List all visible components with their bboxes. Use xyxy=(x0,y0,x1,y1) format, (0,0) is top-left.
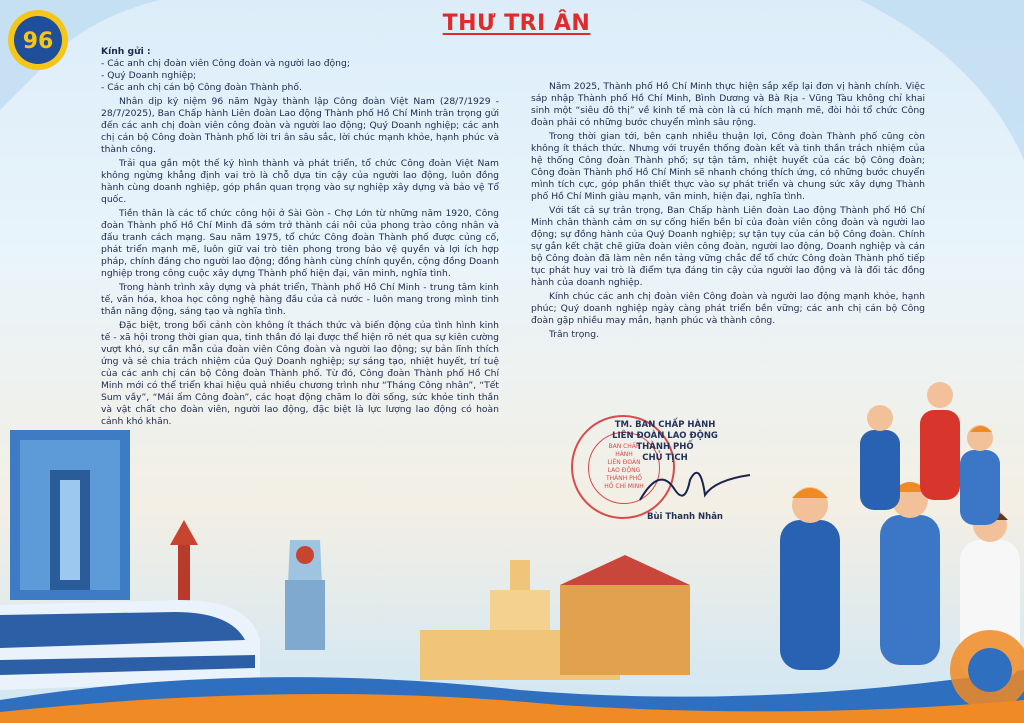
recipient-item: - Các anh chị đoàn viên Công đoàn và người lao động; xyxy=(101,58,350,69)
left-column xyxy=(101,46,499,428)
right-column xyxy=(531,79,925,341)
recipient-item: - Các anh chị cán bộ Công đoàn Thành phố. xyxy=(101,82,302,93)
signer-name: Bùi Thanh Nhân xyxy=(646,512,723,522)
paragraph: Trải qua gần một thế kỷ hình thành và phát triển, tổ chức Công đoàn Việt Nam không ngừng khẳng định vai trò là chỗ dựa tin cậy của người lao động, luôn đồng hành cùng doanh nghiệp, góp phần quan trọng vào sự nghiệp xây dựng và bảo vệ Tổ quốc. xyxy=(101,158,499,205)
handwritten-signature xyxy=(630,460,760,510)
letter-title: THƯ TRI ÂN xyxy=(442,11,591,36)
paragraph: Năm 2025, Thành phố Hồ Chí Minh thực hiện sắp xếp lại đơn vị hành chính. Việc sáp nhập Thành phố Hồ Chí Minh, Bình Dương và Bà Rịa - Vũng Tàu không chỉ khai sinh một “siêu đô thị” về kinh tế mà còn là cú hích mạnh mẽ, đòi hỏi tổ chức Công đoàn phải có những bước chuyển mình sâu rộng. xyxy=(531,81,925,128)
greeting: Kính gửi : xyxy=(101,46,151,57)
closing: Trân trọng. xyxy=(549,329,599,340)
paragraph: Đặc biệt, trong bối cảnh còn không ít thách thức và biến động của tình hình kinh tế - xã hội trong thời gian qua, tinh thần đó lại được thể hiện rõ nét qua sự kiên cường vượt khó, sự cần mẫn của đoàn viên Công đoàn và người lao động; sự bản lĩnh thích ứng và sẻ chia trách nhiệm của Quý Doanh nghiệp; sự sáng tạo, nhiệt huyết, trí tuệ của các anh chị cán bộ Công đoàn Thành phố. Từ đó, Công đoàn Thành phố Hồ Chí Minh mới có thể triển khai hiệu quả nhiều chương trình như “Tháng Công nhân”, “Tết Sum vầy”, “Mái ấm Công đoàn”, các hoạt động chăm lo đời sống, sức khỏe tinh thần và vật chất cho đoàn viên, người lao động, đặc biệt là lực lượng lao động có hoàn cảnh khó khăn. xyxy=(101,320,499,427)
signature-line: CHỦ TỊCH xyxy=(642,453,688,463)
paragraph: Kính chúc các anh chị đoàn viên Công đoàn và người lao động mạnh khỏe, hạnh phúc; Quý doanh nghiệp ngày càng phát triển bền vững; các anh chị cán bộ Công đoàn gặp nhiều may mắn, hạnh phúc và thành công. xyxy=(531,291,925,326)
paragraph: Nhân dịp kỷ niệm 96 năm Ngày thành lập Công đoàn Việt Nam (28/7/1929 - 28/7/2025), Ban Chấp hành Liên đoàn Lao động Thành phố Hồ Chí Minh trân trọng gửi đến các anh chị đoàn viên công đoàn và người lao động; Quý Doanh nghiệp; các anh chị cán bộ Công đoàn Thành phố lời tri ân sâu sắc, lời chúc mạnh khỏe, hạnh phúc và thành công. xyxy=(101,96,499,155)
signature-line: TM. BAN CHẤP HÀNH xyxy=(614,420,716,430)
signature-block xyxy=(600,420,730,464)
skyscraper-illustration xyxy=(285,540,325,650)
stamp-text: BAN CHẤP HÀNH LIÊN ĐOÀN LAO ĐỘNG THÀNH PHỐ HỒ CHÍ MINH xyxy=(604,443,644,490)
paragraph: Với tất cả sự trân trọng, Ban Chấp hành Liên đoàn Lao động Thành phố Hồ Chí Minh chân thành cảm ơn sự cống hiến bền bỉ của đoàn viên công đoàn và người lao động; sự đồng hành của Quý Doanh nghiệp; sự tận tụy của cán bộ Công đoàn. Chính sự gắn kết chặt chẽ giữa đoàn viên công đoàn, người lao động, Doanh nghiệp và cán bộ Công đoàn đã làm nên nền tảng vững chắc để tổ chức Công đoàn Thành phố tiếp tục phát huy vai trò là điểm tựa đáng tin cậy của người lao động và là đối tác đồng hành của doanh nghiệp. xyxy=(531,205,925,288)
workers-illustration xyxy=(780,382,1024,710)
city-hall-illustration xyxy=(420,555,690,680)
recipient-item: - Quý Doanh nghiệp; xyxy=(101,70,197,81)
svg-text:96: 96 xyxy=(22,29,54,54)
paragraph: Tiền thân là các tổ chức công hội ở Sài Gòn - Chợ Lớn từ những năm 1920, Công đoàn Thành phố Hồ Chí Minh đã sớm trở thành cái nôi của phong trào công nhân và đấu tranh cách mạng. Sau năm 1975, tổ chức Công đoàn Thành phố được củng cố, phát triển mạnh mẽ, luôn giữ vai trò tiên phong trong bảo vệ quyền và lợi ích hợp pháp, chính đáng cho người lao động; đồng hành cùng chính quyền, cộng đồng Doanh nghiệp trong công cuộc xây dựng Thành phố hiện đại, văn minh, nghĩa tình. xyxy=(101,208,499,279)
landmark-tower-illustration xyxy=(170,520,198,610)
signature-line: LIÊN ĐOÀN LAO ĐỘNG THÀNH PHỐ xyxy=(612,431,718,452)
paragraph: Trong hành trình xây dựng và phát triển, Thành phố Hồ Chí Minh - trung tâm kinh tế, văn hóa, khoa học công nghệ hàng đầu của cả nước - luôn mang trong mình tinh thần năng động, sáng tạo và nghĩa tình. xyxy=(101,282,499,317)
metro-train-illustration xyxy=(0,600,260,690)
office-tower-illustration xyxy=(10,430,130,600)
paragraph: Trong thời gian tới, bên cạnh nhiều thuận lợi, Công đoàn Thành phố cũng còn không ít thách thức. Nhưng với truyền thống đoàn kết và tinh thần trách nhiệm của hệ thống Công đoàn Thành phố; sự tận tâm, nhiệt huyết của các bộ Công đoàn; Công đoàn Thành phố Hồ Chí Minh sẽ nhanh chóng thích ứng, có những bước chuyển mình tích cực, góp phần thiết thực vào sự phát triển và chung sức xây dựng Thành phố Hồ Chí Minh giàu mạnh, văn minh, hiện đại, nghĩa tình. xyxy=(531,131,925,202)
anniversary-96-logo-icon xyxy=(6,8,70,72)
